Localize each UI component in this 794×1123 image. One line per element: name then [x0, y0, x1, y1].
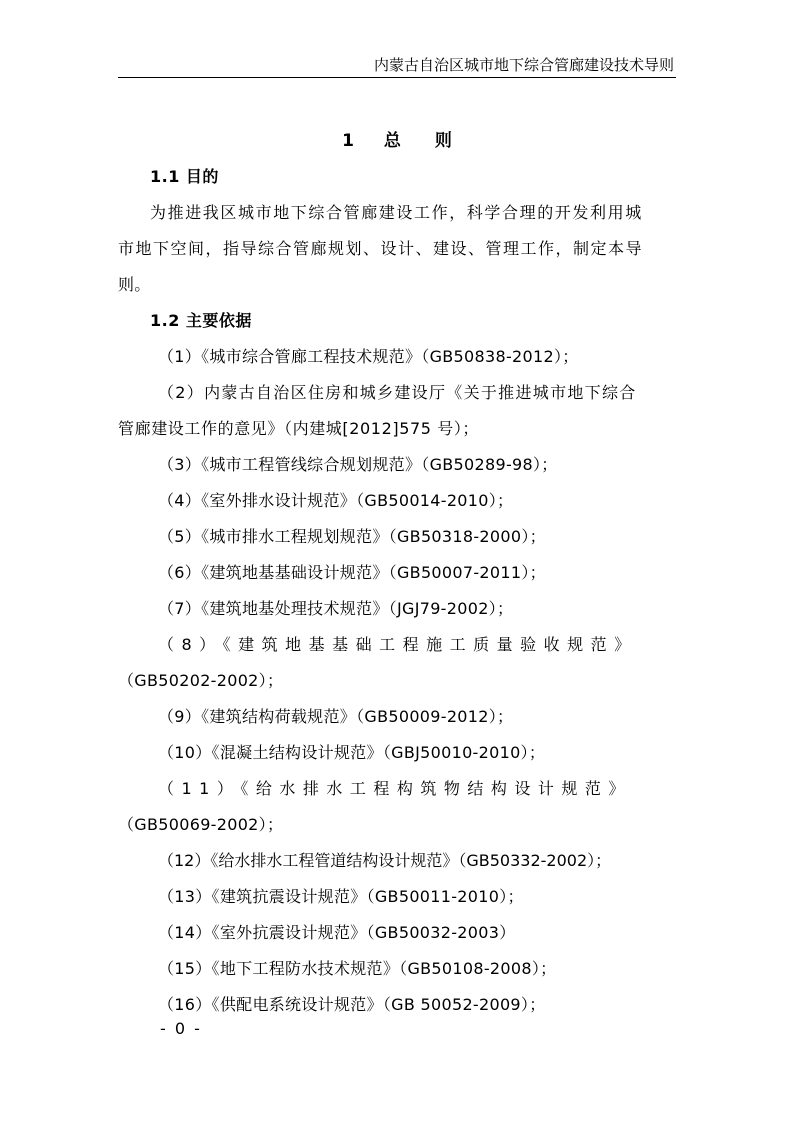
header-divider — [118, 77, 676, 78]
list-item: （10）《混凝土结构设计规范》（GBJ50010-2010）； — [158, 743, 546, 762]
list-item: （6）《建筑地基基础设计规范》（GB50007-2011）； — [158, 563, 546, 582]
document-body — [118, 159, 676, 1023]
list-item-continuation: （GB50069-2002）； — [118, 815, 284, 834]
chapter-title-char-2: 则 — [434, 131, 452, 151]
section-heading-purpose: 1.1 目的 — [150, 167, 219, 186]
list-item: （12）《给水排水工程管道结构设计规范》（GB50332-2002）； — [158, 851, 612, 870]
page-number: - 0 - — [160, 1019, 202, 1038]
list-item: （16）《供配电系统设计规范》（GB 50052-2009）； — [158, 995, 546, 1014]
list-item: （7）《建筑地基处理技术规范》（JGJ79-2002）； — [158, 599, 514, 618]
paragraph-line: 为推进我区城市地下综合管廊建设工作，科学合理的开发利用城 — [150, 203, 643, 222]
list-item: （15）《地下工程防水技术规范》（GB50108-2008）； — [158, 959, 557, 978]
list-item: （14）《室外抗震设计规范》（GB50032-2003） — [158, 923, 516, 942]
list-item: （8）《建筑地基基础工程施工质量验收规范》 — [158, 635, 638, 654]
list-item: （1）《城市综合管廊工程技术规范》（GB50838-2012）； — [158, 347, 579, 366]
running-header: 内蒙古自治区城市地下综合管廊建设技术导则 — [373, 56, 674, 74]
list-item-continuation: 管廊建设工作的意见》（内建城[2012]575 号）； — [118, 419, 480, 438]
list-item: （11）《给水排水工程构筑物结构设计规范》 — [158, 779, 632, 798]
list-item: （9）《建筑结构荷载规范》（GB50009-2012）； — [158, 707, 514, 726]
chapter-number: 1 — [342, 131, 354, 151]
list-item-continuation: （GB50202-2002）； — [118, 671, 284, 690]
section-heading-basis: 1.2 主要依据 — [150, 311, 252, 330]
chapter-title — [118, 127, 676, 155]
list-item: （3）《城市工程管线综合规划规范》（GB50289-98）； — [158, 455, 558, 474]
list-item: （4）《室外排水设计规范》（GB50014-2010）； — [158, 491, 514, 510]
list-item: （5）《城市排水工程规划规范》（GB50318-2000）； — [158, 527, 546, 546]
list-item: （13）《建筑抗震设计规范》（GB50011-2010）； — [158, 887, 524, 906]
purpose-paragraph — [118, 195, 676, 303]
paragraph-line: 则。 — [118, 275, 151, 294]
chapter-title-char-1: 总 — [383, 131, 401, 151]
list-item: （2）内蒙古自治区住房和城乡建设厅《关于推进城市地下综合 — [158, 383, 637, 402]
paragraph-line: 市地下空间，指导综合管廊规划、设计、建设、管理工作，制定本导 — [118, 239, 644, 258]
